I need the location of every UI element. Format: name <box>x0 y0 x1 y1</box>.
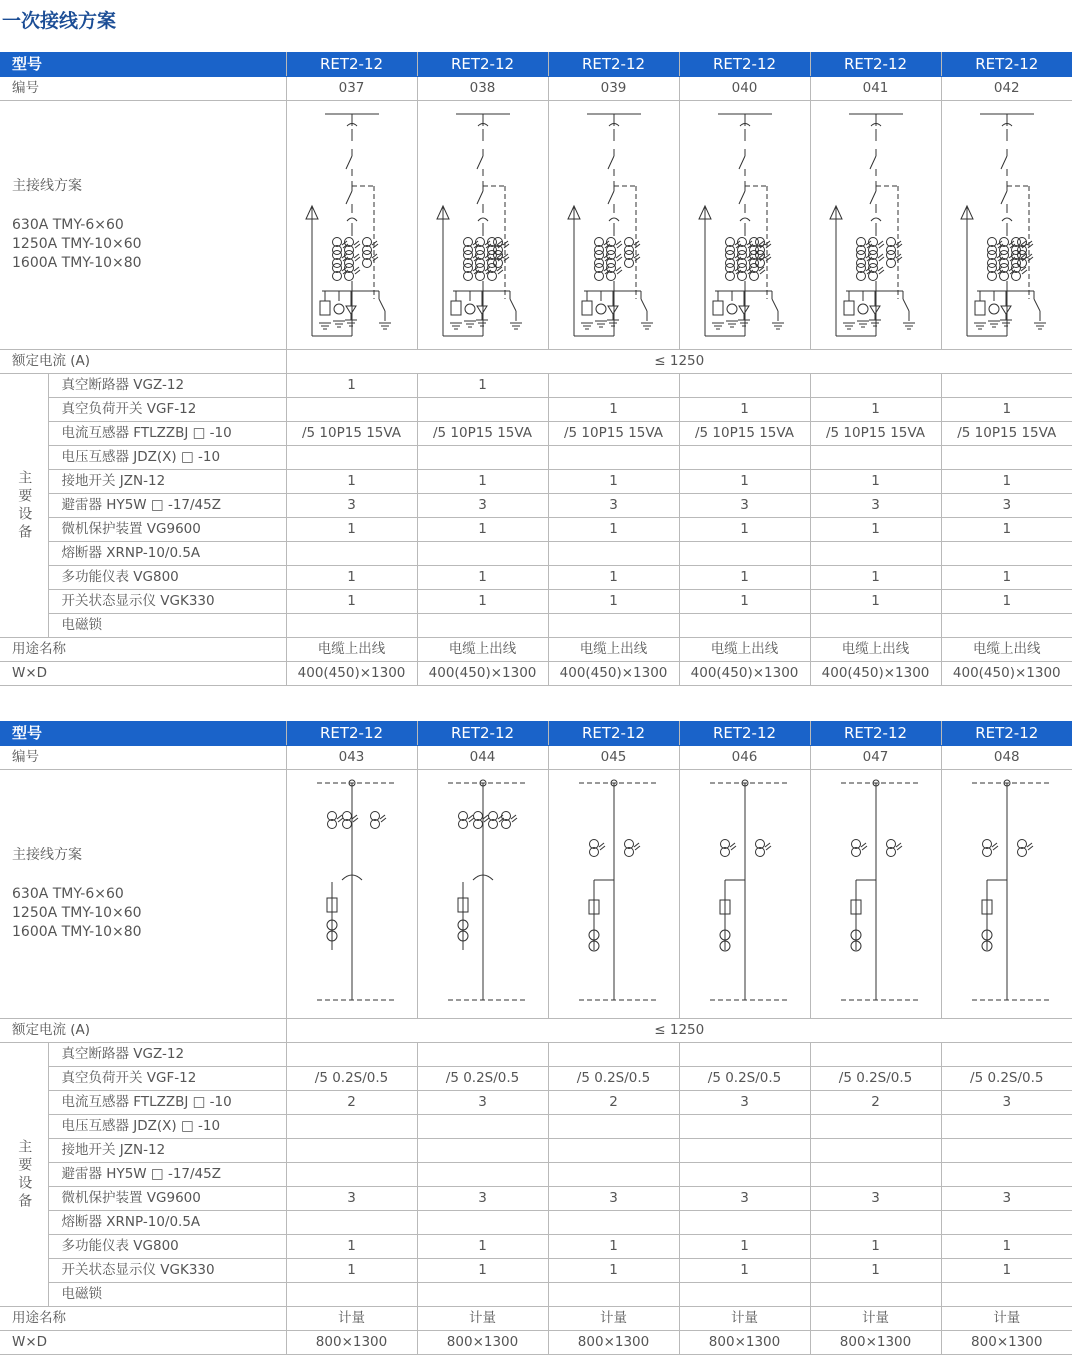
equipment-value <box>941 542 1072 566</box>
equipment-value <box>941 614 1072 638</box>
number-cell: 045 <box>548 746 679 770</box>
equipment-value <box>548 1115 679 1139</box>
equipment-value <box>679 374 810 398</box>
usage-label: 用途名称 <box>0 1307 286 1331</box>
equipment-value <box>417 1043 548 1067</box>
schematic-diagram <box>942 770 1072 1016</box>
equipment-value <box>810 614 941 638</box>
equipment-value: 3 <box>810 1187 941 1211</box>
spec-table <box>0 52 1072 686</box>
equipment-name: 微机保护装置 VG9600 <box>48 1187 286 1211</box>
equipment-name: 电压互感器 JDZ(X) □ -10 <box>48 446 286 470</box>
equipment-row <box>0 1163 1072 1187</box>
equipment-row <box>0 614 1072 638</box>
model-cell: RET2-12 <box>941 721 1072 746</box>
equipment-name: 熔断器 XRNP-10/0.5A <box>48 1211 286 1235</box>
equipment-name: 接地开关 JZN-12 <box>48 1139 286 1163</box>
usage-cell: 计量 <box>548 1307 679 1331</box>
model-label: 型号 <box>0 721 286 746</box>
equipment-value: 1 <box>417 1235 548 1259</box>
model-cell: RET2-12 <box>941 52 1072 77</box>
number-label: 编号 <box>0 77 286 101</box>
equipment-value <box>810 1283 941 1307</box>
wd-cell: 800×1300 <box>286 1331 417 1355</box>
equipment-value <box>417 1163 548 1187</box>
equipment-value: 3 <box>548 1187 679 1211</box>
equipment-value: 3 <box>286 494 417 518</box>
model-cell: RET2-12 <box>810 52 941 77</box>
equipment-value: 3 <box>810 494 941 518</box>
header-row <box>0 52 1072 77</box>
scheme-diagram-cell <box>286 101 417 350</box>
number-cell: 044 <box>417 746 548 770</box>
equipment-value: 1 <box>286 1235 417 1259</box>
equipment-value: 1 <box>941 518 1072 542</box>
equipment-value: /5 0.2S/0.5 <box>810 1067 941 1091</box>
model-cell: RET2-12 <box>548 721 679 746</box>
rated-current-row <box>0 1019 1072 1043</box>
equipment-row <box>0 446 1072 470</box>
equipment-value: 1 <box>286 374 417 398</box>
equipment-value: 1 <box>941 470 1072 494</box>
equipment-value: 1 <box>810 590 941 614</box>
model-cell: RET2-12 <box>286 721 417 746</box>
equipment-value: 3 <box>679 1187 810 1211</box>
equipment-name: 开关状态显示仪 VGK330 <box>48 590 286 614</box>
equipment-value <box>417 1115 548 1139</box>
number-cell: 043 <box>286 746 417 770</box>
equipment-name: 微机保护装置 VG9600 <box>48 518 286 542</box>
equipment-value <box>286 1043 417 1067</box>
equipment-value <box>679 1163 810 1187</box>
equipment-value <box>810 542 941 566</box>
usage-row <box>0 1307 1072 1331</box>
equipment-name: 多功能仪表 VG800 <box>48 566 286 590</box>
equipment-value: 1 <box>679 398 810 422</box>
equipment-value <box>417 614 548 638</box>
scheme-row <box>0 770 1072 1019</box>
equipment-value: 1 <box>810 518 941 542</box>
equipment-name: 真空断路器 VGZ-12 <box>48 374 286 398</box>
schematic-diagram <box>549 770 679 1016</box>
model-cell: RET2-12 <box>548 52 679 77</box>
equipment-value <box>941 1139 1072 1163</box>
equipment-value <box>286 1139 417 1163</box>
equipment-value <box>548 614 679 638</box>
equipment-value: 1 <box>417 470 548 494</box>
equipment-value <box>810 1043 941 1067</box>
usage-cell: 电缆上出线 <box>286 638 417 662</box>
equipment-row <box>0 1235 1072 1259</box>
model-cell: RET2-12 <box>417 721 548 746</box>
equipment-value: 1 <box>417 590 548 614</box>
equipment-value: 1 <box>548 1235 679 1259</box>
schematic-diagram <box>680 770 810 1016</box>
rated-current-label: 额定电流 (A) <box>0 1019 286 1043</box>
equipment-value <box>810 1115 941 1139</box>
equipment-value: /5 0.2S/0.5 <box>417 1067 548 1091</box>
equipment-value <box>941 446 1072 470</box>
equipment-row <box>0 566 1072 590</box>
equipment-name: 真空负荷开关 VGF-12 <box>48 398 286 422</box>
equipment-value: /5 10P15 15VA <box>810 422 941 446</box>
equipment-value: /5 0.2S/0.5 <box>679 1067 810 1091</box>
equipment-name: 电压互感器 JDZ(X) □ -10 <box>48 1115 286 1139</box>
wd-label: W×D <box>0 662 286 686</box>
equipment-value <box>548 1283 679 1307</box>
schematic-diagram <box>811 770 941 1016</box>
equipment-value <box>810 374 941 398</box>
equipment-row <box>0 494 1072 518</box>
equipment-value: 1 <box>286 1259 417 1283</box>
busbar-spec: 1600A TMY-10×80 <box>12 924 142 940</box>
scheme-diagram-cell <box>679 770 810 1019</box>
schematic-diagram <box>418 770 548 1016</box>
wd-cell: 400(450)×1300 <box>286 662 417 686</box>
equipment-value <box>810 1211 941 1235</box>
equipment-value <box>679 446 810 470</box>
wd-cell: 400(450)×1300 <box>941 662 1072 686</box>
equipment-value <box>548 1139 679 1163</box>
equipment-value: 1 <box>548 470 679 494</box>
rated-current-row <box>0 350 1072 374</box>
number-cell: 047 <box>810 746 941 770</box>
dimension-row <box>0 1331 1072 1355</box>
scheme-title: 主接线方案 <box>12 178 82 194</box>
equipment-value: 1 <box>941 590 1072 614</box>
equipment-row <box>0 422 1072 446</box>
usage-label: 用途名称 <box>0 638 286 662</box>
wd-cell: 400(450)×1300 <box>417 662 548 686</box>
equipment-value <box>548 1163 679 1187</box>
number-row <box>0 77 1072 101</box>
number-cell: 040 <box>679 77 810 101</box>
model-label: 型号 <box>0 52 286 77</box>
scheme-diagram-cell <box>286 770 417 1019</box>
equipment-value <box>679 1139 810 1163</box>
rated-current-value: ≤ 1250 <box>286 1019 1072 1043</box>
scheme-diagram-cell <box>941 101 1072 350</box>
main-equipment-label: 主要设备 <box>0 374 48 638</box>
scheme-diagram-cell <box>417 101 548 350</box>
equipment-value <box>417 1283 548 1307</box>
equipment-row <box>0 542 1072 566</box>
equipment-value: 1 <box>941 398 1072 422</box>
number-label: 编号 <box>0 746 286 770</box>
equipment-row <box>0 518 1072 542</box>
equipment-value <box>941 1163 1072 1187</box>
equipment-name: 开关状态显示仪 VGK330 <box>48 1259 286 1283</box>
model-cell: RET2-12 <box>286 52 417 77</box>
equipment-row <box>0 1115 1072 1139</box>
equipment-value: 1 <box>810 1259 941 1283</box>
equipment-value <box>548 1211 679 1235</box>
equipment-value: 1 <box>548 518 679 542</box>
usage-cell: 电缆上出线 <box>417 638 548 662</box>
scheme-diagram-cell <box>941 770 1072 1019</box>
equipment-value: 1 <box>548 1259 679 1283</box>
equipment-value: 1 <box>286 590 417 614</box>
equipment-value: 3 <box>417 1091 548 1115</box>
equipment-value: 1 <box>548 590 679 614</box>
equipment-value <box>286 446 417 470</box>
equipment-value: /5 0.2S/0.5 <box>286 1067 417 1091</box>
equipment-value: /5 10P15 15VA <box>679 422 810 446</box>
equipment-value: 3 <box>679 1091 810 1115</box>
number-cell: 041 <box>810 77 941 101</box>
equipment-value: 1 <box>679 1235 810 1259</box>
rated-current-value: ≤ 1250 <box>286 350 1072 374</box>
equipment-value <box>417 1211 548 1235</box>
equipment-value: 3 <box>417 494 548 518</box>
equipment-value: 3 <box>679 494 810 518</box>
busbar-spec: 630A TMY-6×60 <box>12 217 124 233</box>
usage-cell: 计量 <box>810 1307 941 1331</box>
busbar-spec: 1600A TMY-10×80 <box>12 255 142 271</box>
equipment-value <box>286 542 417 566</box>
schematic-diagram <box>680 101 810 347</box>
equipment-value: /5 0.2S/0.5 <box>941 1067 1072 1091</box>
dimension-row <box>0 662 1072 686</box>
number-cell: 037 <box>286 77 417 101</box>
equipment-value <box>548 542 679 566</box>
main-equipment-label: 主要设备 <box>0 1043 48 1307</box>
equipment-name: 真空负荷开关 VGF-12 <box>48 1067 286 1091</box>
equipment-value: 2 <box>286 1091 417 1115</box>
equipment-value: 3 <box>417 1187 548 1211</box>
equipment-row <box>0 470 1072 494</box>
header-row <box>0 721 1072 746</box>
equipment-value <box>679 1043 810 1067</box>
equipment-value <box>810 446 941 470</box>
number-row <box>0 746 1072 770</box>
equipment-value: 1 <box>679 470 810 494</box>
equipment-value: 1 <box>286 566 417 590</box>
scheme-title: 主接线方案 <box>12 847 82 863</box>
equipment-value: /5 10P15 15VA <box>417 422 548 446</box>
equipment-value: 1 <box>417 518 548 542</box>
equipment-row <box>0 1043 1072 1067</box>
spec-table <box>0 721 1072 1355</box>
equipment-row <box>0 1187 1072 1211</box>
equipment-value <box>417 398 548 422</box>
equipment-name: 熔断器 XRNP-10/0.5A <box>48 542 286 566</box>
equipment-value <box>286 614 417 638</box>
equipment-value: 1 <box>941 566 1072 590</box>
equipment-value: 1 <box>417 374 548 398</box>
equipment-value <box>941 1211 1072 1235</box>
wd-cell: 400(450)×1300 <box>810 662 941 686</box>
equipment-value: /5 10P15 15VA <box>548 422 679 446</box>
equipment-value <box>679 1283 810 1307</box>
equipment-value: 3 <box>941 1187 1072 1211</box>
usage-row <box>0 638 1072 662</box>
scheme-label <box>0 770 286 1019</box>
equipment-value: 3 <box>941 1091 1072 1115</box>
number-cell: 048 <box>941 746 1072 770</box>
equipment-value <box>679 614 810 638</box>
model-cell: RET2-12 <box>810 721 941 746</box>
equipment-row <box>0 1139 1072 1163</box>
equipment-value <box>548 1043 679 1067</box>
scheme-diagram-cell <box>417 770 548 1019</box>
equipment-row <box>0 398 1072 422</box>
equipment-value: 1 <box>679 518 810 542</box>
number-cell: 042 <box>941 77 1072 101</box>
equipment-value: 1 <box>810 398 941 422</box>
equipment-value <box>810 1139 941 1163</box>
equipment-name: 电磁锁 <box>48 614 286 638</box>
usage-cell: 计量 <box>679 1307 810 1331</box>
scheme-row <box>0 101 1072 350</box>
schematic-diagram <box>549 101 679 347</box>
usage-cell: 电缆上出线 <box>679 638 810 662</box>
schematic-diagram <box>942 101 1072 347</box>
equipment-value <box>679 1115 810 1139</box>
equipment-value <box>286 1283 417 1307</box>
equipment-value <box>679 1211 810 1235</box>
equipment-value: 1 <box>679 566 810 590</box>
busbar-spec: 630A TMY-6×60 <box>12 886 124 902</box>
scheme-diagram-cell <box>810 101 941 350</box>
page-title: 一次接线方案 <box>2 10 117 32</box>
scheme-diagram-cell <box>810 770 941 1019</box>
number-cell: 038 <box>417 77 548 101</box>
equipment-value: 1 <box>286 470 417 494</box>
equipment-value <box>286 1115 417 1139</box>
busbar-spec: 1250A TMY-10×60 <box>12 905 142 921</box>
usage-cell: 电缆上出线 <box>941 638 1072 662</box>
equipment-value: 1 <box>548 566 679 590</box>
equipment-value: /5 10P15 15VA <box>286 422 417 446</box>
equipment-value <box>941 1043 1072 1067</box>
equipment-row <box>0 1067 1072 1091</box>
model-cell: RET2-12 <box>417 52 548 77</box>
usage-cell: 计量 <box>286 1307 417 1331</box>
equipment-name: 电磁锁 <box>48 1283 286 1307</box>
wd-cell: 400(450)×1300 <box>548 662 679 686</box>
equipment-value <box>286 398 417 422</box>
model-cell: RET2-12 <box>679 52 810 77</box>
equipment-row <box>0 1259 1072 1283</box>
equipment-value <box>417 542 548 566</box>
equipment-value: 1 <box>417 1259 548 1283</box>
scheme-diagram-cell <box>679 101 810 350</box>
equipment-value <box>286 1163 417 1187</box>
equipment-value <box>941 1115 1072 1139</box>
usage-cell: 电缆上出线 <box>548 638 679 662</box>
schematic-diagram <box>811 101 941 347</box>
scheme-label <box>0 101 286 350</box>
equipment-value <box>286 1211 417 1235</box>
equipment-name: 接地开关 JZN-12 <box>48 470 286 494</box>
equipment-value: 3 <box>286 1187 417 1211</box>
equipment-value: 1 <box>286 518 417 542</box>
equipment-row <box>0 1091 1072 1115</box>
equipment-name: 避雷器 HY5W □ -17/45Z <box>48 494 286 518</box>
scheme-diagram-cell <box>548 101 679 350</box>
equipment-value: 1 <box>941 1235 1072 1259</box>
equipment-value <box>810 1163 941 1187</box>
scheme-diagram-cell <box>548 770 679 1019</box>
number-cell: 046 <box>679 746 810 770</box>
usage-cell: 计量 <box>417 1307 548 1331</box>
schematic-diagram <box>287 101 417 347</box>
wd-cell: 400(450)×1300 <box>679 662 810 686</box>
wd-cell: 800×1300 <box>810 1331 941 1355</box>
equipment-value: 1 <box>679 590 810 614</box>
schematic-diagram <box>287 770 417 1016</box>
wd-cell: 800×1300 <box>941 1331 1072 1355</box>
model-cell: RET2-12 <box>679 721 810 746</box>
wd-cell: 800×1300 <box>417 1331 548 1355</box>
equipment-value: /5 10P15 15VA <box>941 422 1072 446</box>
equipment-value: 1 <box>548 398 679 422</box>
equipment-name: 电流互感器 FTLZZBJ □ -10 <box>48 422 286 446</box>
equipment-value <box>548 374 679 398</box>
equipment-value: 1 <box>417 566 548 590</box>
equipment-value: /5 0.2S/0.5 <box>548 1067 679 1091</box>
equipment-value <box>417 446 548 470</box>
usage-cell: 电缆上出线 <box>810 638 941 662</box>
equipment-value: 1 <box>679 1259 810 1283</box>
equipment-name: 避雷器 HY5W □ -17/45Z <box>48 1163 286 1187</box>
equipment-value: 2 <box>810 1091 941 1115</box>
equipment-name: 电流互感器 FTLZZBJ □ -10 <box>48 1091 286 1115</box>
equipment-value: 1 <box>810 566 941 590</box>
equipment-value: 3 <box>548 494 679 518</box>
rated-current-label: 额定电流 (A) <box>0 350 286 374</box>
equipment-value <box>941 1283 1072 1307</box>
wd-cell: 800×1300 <box>548 1331 679 1355</box>
number-cell: 039 <box>548 77 679 101</box>
equipment-value: 2 <box>548 1091 679 1115</box>
equipment-row <box>0 590 1072 614</box>
wd-label: W×D <box>0 1331 286 1355</box>
equipment-value <box>679 542 810 566</box>
equipment-row <box>0 374 1072 398</box>
busbar-spec: 1250A TMY-10×60 <box>12 236 142 252</box>
equipment-value: 1 <box>810 1235 941 1259</box>
equipment-value: 1 <box>810 470 941 494</box>
usage-cell: 计量 <box>941 1307 1072 1331</box>
equipment-value <box>941 374 1072 398</box>
equipment-name: 多功能仪表 VG800 <box>48 1235 286 1259</box>
equipment-row <box>0 1283 1072 1307</box>
equipment-value: 3 <box>941 494 1072 518</box>
equipment-name: 真空断路器 VGZ-12 <box>48 1043 286 1067</box>
equipment-value: 1 <box>941 1259 1072 1283</box>
equipment-row <box>0 1211 1072 1235</box>
wd-cell: 800×1300 <box>679 1331 810 1355</box>
schematic-diagram <box>418 101 548 347</box>
equipment-value <box>548 446 679 470</box>
equipment-value <box>417 1139 548 1163</box>
